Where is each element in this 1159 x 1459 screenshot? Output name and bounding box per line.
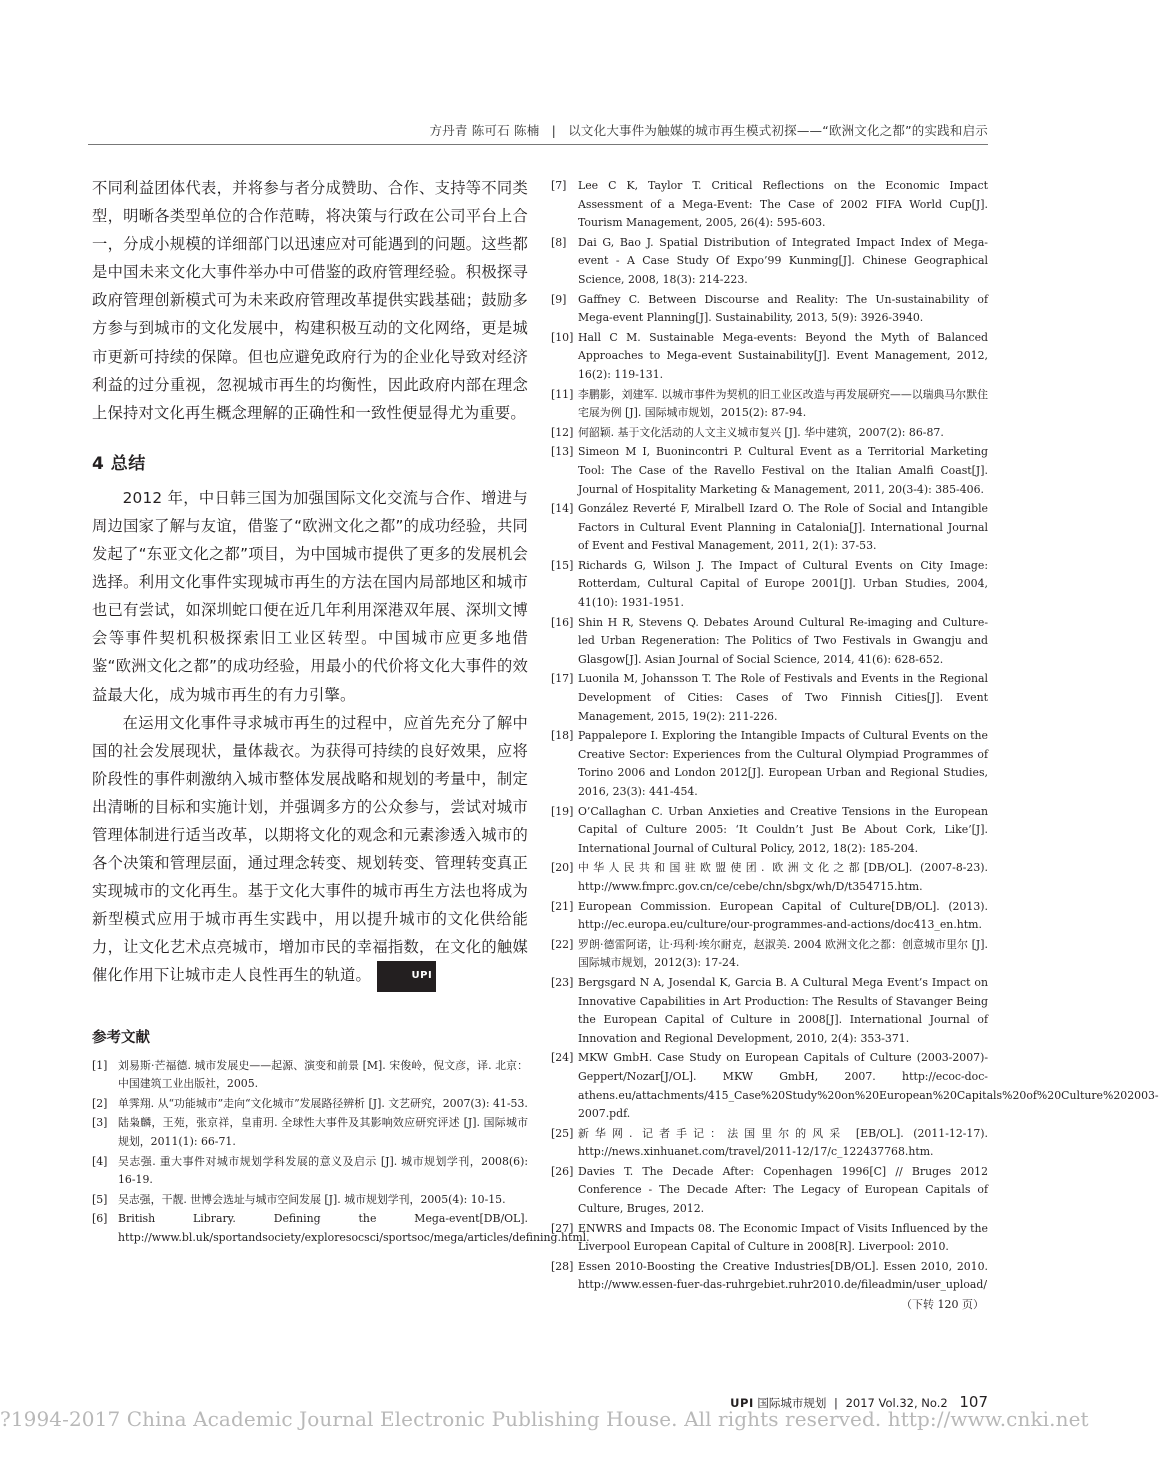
reference-number: [9]	[551, 292, 567, 306]
reference-item	[551, 177, 988, 233]
reference-item	[551, 557, 988, 613]
reference-item	[551, 500, 988, 556]
reference-text: 罗朗·德雷阿诺，让·玛利·埃尔耐克，赵淑美. 2004 欧洲文化之都：创意城市里尔 [J]. 国际城市规划，2012(3): 17-24.	[578, 937, 988, 970]
reference-text: European Commission. European Capital of Culture[DB/OL]. (2013). http://ec.europa.eu/culture/our-programmes-and-actions/doc413_en.htm.	[578, 899, 988, 932]
references-heading: 参考文献	[92, 1029, 150, 1046]
continued-note: （下转 120 页）	[901, 1298, 984, 1312]
reference-text: Richards G, Wilson J. The Impact of Cultural Events on City Image: Rotterdam, Cultural Capital of Europe 2001[J]. Urban Studies, 2004, 41(10): 1931-1951.	[578, 558, 988, 610]
reference-text: O’Callaghan C. Urban Anxieties and Creative Tensions in the European Capital of Culture 2005: ‘It Couldn’t Just Be About Cork, Like’[J]. International Journal of Cultural Policy, 2012, 18(2): 185-204.	[578, 804, 988, 855]
footer-journal: 国际城市规划	[757, 1396, 827, 1410]
reference-text: González Reverté F, Miralbell Izard O. The Role of Social and Intangible Factors in Cultural Event Planning in Catalonia[J]. International Journal of Event and Festival Management, 2011, 2(1): 37-53.	[578, 502, 988, 553]
reference-item	[551, 424, 988, 443]
reference-item	[92, 1057, 528, 1094]
reference-number: [16]	[551, 615, 574, 629]
reference-text: 陆枭麟，王苑，张京祥，皇甫玥. 全球性大事件及其影响效应研究评述 [J]. 国际城市规划，2011(1): 66-71.	[118, 1116, 528, 1148]
reference-text: 单霁翔. 从“功能城市”走向“文化城市”发展路径辨析 [J]. 文艺研究，2007(3): 41-53.	[118, 1096, 528, 1110]
body-paragraph-1: 不同利益团体代表，并将参与者分成赞助、合作、支持等不同类型，明晰各类型单位的合作范畴，将决策与行政在公司平台上合一，分成小规模的详细部门以迅速应对可能遇到的问题。这些都是中国未来文化大事件举办中可借鉴的政府管理经验。积极探寻政府管理创新模式可为未来政府管理改革提供实践基础；鼓励多方参与到城市的文化发展中，构建积极互动的文化网络，更是城市更新可持续的保障。但也应避免政府行为的企业化导致对经济利益的过分重视，忽视城市再生的均衡性，因此政府内部在理念上保持对文化再生概念理解的正确性和一致性便显得尤为重要。	[92, 179, 528, 422]
reference-text: Pappalepore I. Exploring the Intangible Impacts of Cultural Events on the Creative Sector: Experiences from the Cultural Olympiad Programmes of Torino 2006 and London 2012[J]. European Urban and Regional Studies, 2016, 23(3): 441-454.	[578, 729, 988, 798]
copyright-watermark: ?1994-2017 China Academic Journal Electronic Publishing House. All rights reserved. http://www.cnki.net	[0, 1407, 1089, 1431]
reference-item	[551, 936, 988, 973]
reference-item	[92, 1191, 528, 1210]
footer-separator: |	[834, 1396, 838, 1410]
reference-text: Hall C M. Sustainable Mega-events: Beyond the Myth of Balanced Approaches to Mega-event Sustainability[J]. Event Management, 2012, 16(2): 119-131.	[578, 330, 988, 381]
reference-item	[551, 727, 988, 801]
reference-text: Bergsgard N A, Josendal K, Garcia B. A Cultural Mega Event’s Impact on Innovative Capabilities in Art Production: The Results of Stavanger Being the European Capital of Culture in 2008[J]. International Journal of Innovation and Regional Development, 2010, 2(4): 353-371.	[578, 975, 988, 1045]
reference-number: [15]	[551, 558, 574, 572]
page-number: 107	[959, 1393, 988, 1411]
reference-number: [7]	[551, 179, 567, 192]
reference-number: [22]	[551, 937, 574, 951]
reference-text: 李鹏影，刘建军. 以城市事件为契机的旧工业区改造与再发展研究——以瑞典马尔默住宅展为例 [J]. 国际城市规划，2015(2): 87-94.	[578, 387, 988, 420]
reference-number: [27]	[551, 1221, 574, 1235]
reference-item	[551, 291, 988, 328]
right-column	[551, 177, 1159, 1312]
reference-number: [10]	[551, 330, 574, 344]
reference-item	[551, 329, 988, 385]
reference-text: Simeon M I, Buonincontri P. Cultural Event as a Territorial Marketing Tool: The Case of the Ravello Festival on the Italian Amalfi Coast[J]. Journal of Hospitality Marketing & Management, 2011, 20(3-4): 385-406.	[578, 445, 988, 496]
reference-text: Davies T. The Decade After: Copenhagen 1996[C] // Bruges 2012 Conference - The Decade After: The Legacy of European Capitals of Culture, Bruges, 2012.	[578, 1164, 988, 1216]
reference-item	[92, 1095, 528, 1114]
footer-issue: 2017 Vol.32, No.2	[845, 1396, 948, 1410]
upi-end-logo: UPI	[377, 961, 436, 991]
reference-number: [17]	[551, 672, 574, 686]
reference-number: [3]	[92, 1116, 108, 1130]
reference-number: [25]	[551, 1126, 574, 1140]
body-paragraph-3-text: 在运用文化事件寻求城市再生的过程中，应首先充分了解中国的社会发展现状，量体裁衣。为获得可持续的良好效果，应将阶段性的事件刺激纳入城市整体发展战略和规划的考量中，制定出清晰的目标和实施计划，并强调多方的公众参与，尝试对城市管理体制进行适当改革，以期将文化的观念和元素渗透入城市的各个决策和管理层面，通过理念转变、规划转变、管理转变真正实现城市的文化再生。基于文化大事件的城市再生方法也将成为新型模式应用于城市再生实践中，用以提升城市的文化供给能力，让文化艺术点亮城市，增加市民的幸福指数，在文化的触媒催化作用下让城市走人良性再生的轨道。	[92, 713, 528, 985]
reference-number: [24]	[551, 1051, 574, 1065]
reference-item	[551, 1049, 1159, 1123]
reference-item	[551, 898, 988, 935]
reference-item	[551, 803, 988, 859]
reference-number: [4]	[92, 1154, 108, 1168]
reference-text: Gaffney C. Between Discourse and Reality: The Un-sustainability of Mega-event Planning[J]. Sustainability, 2013, 5(9): 3926-3940.	[578, 292, 988, 325]
reference-number: [23]	[551, 975, 574, 989]
reference-text: 吴志强，干靓. 世博会选址与城市空间发展 [J]. 城市规划学刊，2005(4): 10-15.	[118, 1192, 506, 1206]
reference-text: ENWRS and Impacts 08. The Economic Impact of Visits Influenced by the Liverpool European Capital of Culture in 2008[R]. Liverpool: 2010.	[578, 1221, 988, 1254]
footer-upi-logo: UPI	[730, 1396, 754, 1410]
header-separator: |	[551, 123, 557, 138]
reference-number: [6]	[92, 1212, 108, 1226]
reference-text: 刘易斯·芒福德. 城市发展史——起源、演变和前景 [M]. 宋俊岭，倪文彦，译. 北京：中国建筑工业出版社，2005.	[118, 1058, 528, 1091]
header-title: 以文化大事件为触媒的城市再生模式初探——“欧洲文化之都”的实践和启示	[568, 123, 988, 138]
reference-number: [11]	[551, 387, 574, 401]
reference-item	[551, 443, 988, 499]
reference-number: [12]	[551, 425, 574, 439]
reference-item	[551, 859, 988, 896]
reference-item	[551, 1163, 988, 1219]
reference-list-right	[551, 177, 1159, 1295]
running-header	[88, 121, 988, 139]
reference-number: [19]	[551, 804, 574, 818]
reference-number: [28]	[551, 1259, 574, 1273]
body-paragraph-3	[92, 709, 528, 992]
reference-text: British Library. Defining the Mega-event[DB/OL]. http://www.bl.uk/sportandsociety/exploresocsci/sportsoc/mega/articles/defining.html.	[118, 1212, 590, 1244]
reference-number: [13]	[551, 445, 574, 459]
reference-text: MKW GmbH. Case Study on European Capitals of Culture (2003-2007)-Geppert/Nozar[J/OL]. MKW GmbH, 2007. http://ecoc-doc-athens.eu/attachments/415_Case%20Study%20on%20European%20Capitals%20of%20Culture%202003-2007.pdf.	[578, 1051, 1159, 1121]
reference-text: 何韶颖. 基于文化活动的人文主义城市复兴 [J]. 华中建筑，2007(2): 86-87.	[578, 425, 944, 439]
reference-number: [21]	[551, 899, 574, 913]
reference-number: [8]	[551, 235, 567, 249]
header-authors: 方丹青 陈可石 陈楠	[429, 123, 540, 138]
reference-text: Essen 2010-Boosting the Creative Industries[DB/OL]. Essen 2010, 2010. http://www.essen-fuer-das-ruhrgebiet.ruhr2010.de/fileadmin/user_upload/	[578, 1259, 988, 1292]
reference-number: [2]	[92, 1096, 108, 1110]
reference-text: Lee C K, Taylor T. Critical Reflections on the Economic Impact Assessment of a Mega-Event: The Case of 2002 FIFA World Cup[J]. Tourism Management, 2005, 26(4): 595-603.	[578, 179, 988, 230]
section-heading-conclusion: 4 总结	[92, 453, 146, 474]
reference-item	[551, 614, 988, 670]
reference-number: [20]	[551, 861, 574, 875]
reference-number: [5]	[92, 1192, 108, 1206]
reference-item	[551, 974, 988, 1048]
reference-item	[551, 1220, 988, 1257]
reference-number: [18]	[551, 729, 574, 743]
header-rule	[88, 144, 988, 145]
reference-text: Shin H R, Stevens Q. Debates Around Cultural Re-imaging and Culture-led Urban Regeneration: The Politics of Two Festivals in Gwangju and Glasgow[J]. Asian Journal of Social Science, 2014, 41(6): 628-652.	[578, 615, 988, 666]
reference-number: [26]	[551, 1164, 574, 1178]
reference-item	[551, 1258, 988, 1295]
reference-item	[551, 1125, 988, 1162]
reference-item	[92, 1114, 528, 1151]
reference-number: [1]	[92, 1058, 108, 1072]
reference-text: 新华网. 记者手记：法国里尔的风采 [EB/OL]. (2011-12-17). http://news.xinhuanet.com/travel/2011-12/17/c_122437768.htm.	[578, 1126, 988, 1159]
reference-text: Dai G, Bao J. Spatial Distribution of Integrated Impact Index of Mega-event - A Case Study Of Expo’99 Kunming[J]. Chinese Geographical Science, 2008, 18(3): 214-223.	[578, 235, 988, 286]
reference-item	[551, 234, 988, 290]
reference-text: Luonila M, Johansson T. The Role of Festivals and Events in the Regional Development of Cities: Cases of Two Finnish Cities[J]. Event Management, 2015, 19(2): 211-226.	[578, 672, 988, 723]
reference-number: [14]	[551, 502, 574, 516]
reference-text: 吴志强. 重大事件对城市规划学科发展的意义及启示 [J]. 城市规划学刊，2008(6): 16-19.	[118, 1154, 528, 1187]
body-paragraph-2: 2012 年，中日韩三国为加强国际文化交流与合作、增进与周边国家了解与友谊，借鉴了“欧洲文化之都”的成功经验，共同发起了“东亚文化之都”项目，为中国城市提供了更多的发展机会选择。利用文化事件实现城市再生的方法在国内局部地区和城市也已有尝试，如深圳蛇口便在近几年利用深港双年展、深圳文博会等事件契机积极探索旧工业区转型。中国城市应更多地借鉴“欧洲文化之都”的成功经验，用最小的代价将文化大事件的效益最大化，成为城市再生的有力引擎。	[92, 488, 528, 704]
reference-item	[92, 1153, 528, 1190]
reference-text: 中华人民共和国驻欧盟使团. 欧洲文化之都[DB/OL]. (2007-8-23). http://www.fmprc.gov.cn/ce/cebe/chn/sbgx/wh/D/t354715.htm.	[578, 861, 988, 893]
reference-item	[551, 386, 988, 423]
reference-item	[551, 670, 988, 726]
